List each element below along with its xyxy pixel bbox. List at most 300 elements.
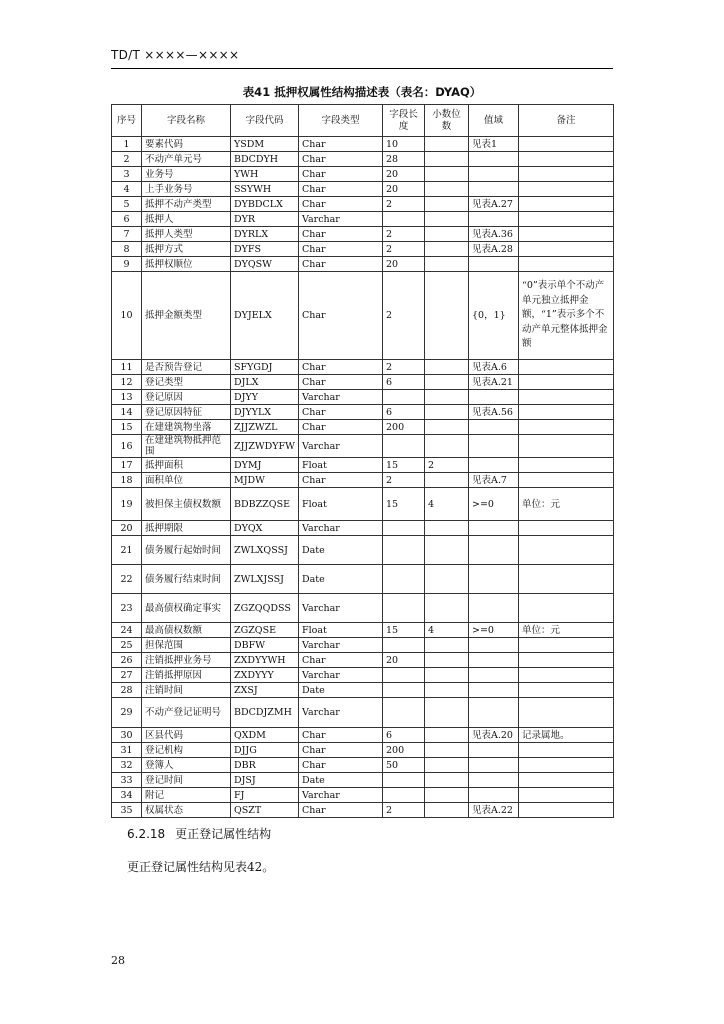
field-name-cell: 登记原因特征 — [142, 405, 231, 420]
field-name-cell: 登记时间 — [142, 773, 231, 788]
field-length-cell: 6 — [383, 375, 425, 390]
field-length-cell: 10 — [383, 137, 425, 152]
table-row — [112, 152, 614, 167]
value-domain-cell — [469, 167, 519, 182]
row-number-cell: 13 — [112, 390, 142, 405]
field-code-cell: ZXDYYY — [231, 668, 299, 683]
value-domain-cell: 见表A.20 — [469, 728, 519, 743]
row-number-cell: 5 — [112, 197, 142, 212]
field-code-cell: DBFW — [231, 638, 299, 653]
decimal-places-cell — [425, 375, 469, 390]
field-type-cell: Char — [299, 758, 383, 773]
field-name-cell: 是否预告登记 — [142, 360, 231, 375]
value-domain-cell: 见表A.21 — [469, 375, 519, 390]
decimal-places-cell — [425, 435, 469, 458]
value-domain-cell — [469, 594, 519, 623]
field-type-cell: Char — [299, 227, 383, 242]
field-length-cell: 20 — [383, 257, 425, 272]
decimal-places-cell — [425, 167, 469, 182]
value-domain-cell — [469, 565, 519, 594]
row-number-cell: 24 — [112, 623, 142, 638]
field-name-cell: 被担保主债权数额 — [142, 488, 231, 521]
value-domain-cell — [469, 638, 519, 653]
field-length-cell: 15 — [383, 458, 425, 473]
field-type-cell: Varchar — [299, 638, 383, 653]
field-code-cell: DJLX — [231, 375, 299, 390]
field-length-cell — [383, 435, 425, 458]
row-number-cell: 18 — [112, 473, 142, 488]
value-domain-cell — [469, 212, 519, 227]
remark-cell — [519, 375, 614, 390]
remark-cell — [519, 242, 614, 257]
field-type-cell: Char — [299, 728, 383, 743]
document-code: TD/T ××××—×××× — [111, 48, 240, 62]
decimal-places-cell — [425, 638, 469, 653]
value-domain-cell: 见表A.22 — [469, 803, 519, 818]
field-type-cell: Char — [299, 803, 383, 818]
field-name-cell: 抵押金额类型 — [142, 272, 231, 360]
field-code-cell: SSYWH — [231, 182, 299, 197]
remark-cell — [519, 420, 614, 435]
row-number-cell: 31 — [112, 743, 142, 758]
field-name-cell: 最高债权确定事实 — [142, 594, 231, 623]
remark-cell — [519, 521, 614, 536]
field-name-cell: 最高债权数额 — [142, 623, 231, 638]
field-name-cell: 在建建筑物坐落 — [142, 420, 231, 435]
decimal-places-cell — [425, 743, 469, 758]
row-number-cell: 29 — [112, 698, 142, 728]
remark-cell — [519, 390, 614, 405]
field-code-cell: ZXDYYWH — [231, 653, 299, 668]
field-name-cell: 附记 — [142, 788, 231, 803]
field-type-cell: Char — [299, 653, 383, 668]
field-name-cell: 在建建筑物抵押范围 — [142, 435, 231, 458]
table-row — [112, 137, 614, 152]
header-rule — [111, 68, 613, 69]
field-length-cell: 6 — [383, 728, 425, 743]
remark-cell — [519, 167, 614, 182]
table-row — [112, 594, 614, 623]
field-name-cell: 登记类型 — [142, 375, 231, 390]
field-length-cell: 2 — [383, 360, 425, 375]
table-row — [112, 565, 614, 594]
field-type-cell: Char — [299, 137, 383, 152]
field-type-cell: Date — [299, 536, 383, 565]
field-length-cell — [383, 594, 425, 623]
field-code-cell: YWH — [231, 167, 299, 182]
table-row — [112, 375, 614, 390]
field-length-cell — [383, 521, 425, 536]
row-number-cell: 10 — [112, 272, 142, 360]
field-name-cell: 担保范围 — [142, 638, 231, 653]
table-row — [112, 728, 614, 743]
field-name-cell: 抵押不动产类型 — [142, 197, 231, 212]
field-code-cell: BDBZZQSE — [231, 488, 299, 521]
field-name-cell: 债务履行起始时间 — [142, 536, 231, 565]
row-number-cell: 32 — [112, 758, 142, 773]
field-length-cell — [383, 668, 425, 683]
field-length-cell: 28 — [383, 152, 425, 167]
remark-cell — [519, 698, 614, 728]
field-code-cell: DJJG — [231, 743, 299, 758]
decimal-places-cell — [425, 390, 469, 405]
remark-cell — [519, 653, 614, 668]
field-name-cell: 面积单位 — [142, 473, 231, 488]
value-domain-cell — [469, 668, 519, 683]
row-number-cell: 19 — [112, 488, 142, 521]
field-type-cell: Char — [299, 152, 383, 167]
value-domain-cell — [469, 521, 519, 536]
column-header: 字段代码 — [231, 105, 299, 137]
row-number-cell: 11 — [112, 360, 142, 375]
table-row — [112, 536, 614, 565]
field-type-cell: Char — [299, 167, 383, 182]
decimal-places-cell — [425, 788, 469, 803]
field-name-cell: 抵押人 — [142, 212, 231, 227]
table-row — [112, 623, 614, 638]
field-type-cell: Varchar — [299, 698, 383, 728]
remark-cell — [519, 182, 614, 197]
value-domain-cell — [469, 182, 519, 197]
field-type-cell: Float — [299, 488, 383, 521]
field-length-cell: 2 — [383, 803, 425, 818]
field-code-cell: ZJJZWDYFW — [231, 435, 299, 458]
table-row — [112, 488, 614, 521]
table-row — [112, 458, 614, 473]
row-number-cell: 35 — [112, 803, 142, 818]
field-code-cell: ZXSJ — [231, 683, 299, 698]
table-row — [112, 803, 614, 818]
decimal-places-cell — [425, 803, 469, 818]
field-length-cell: 20 — [383, 653, 425, 668]
row-number-cell: 25 — [112, 638, 142, 653]
field-length-cell: 2 — [383, 473, 425, 488]
column-header: 备注 — [519, 105, 614, 137]
decimal-places-cell — [425, 773, 469, 788]
field-code-cell: DBR — [231, 758, 299, 773]
field-type-cell: Char — [299, 197, 383, 212]
field-name-cell: 抵押面积 — [142, 458, 231, 473]
decimal-places-cell — [425, 197, 469, 212]
value-domain-cell — [469, 390, 519, 405]
row-number-cell: 23 — [112, 594, 142, 623]
remark-cell — [519, 758, 614, 773]
table-row — [112, 212, 614, 227]
table-row — [112, 272, 614, 360]
remark-cell — [519, 536, 614, 565]
row-number-cell: 6 — [112, 212, 142, 227]
remark-cell — [519, 565, 614, 594]
value-domain-cell: 见表A.56 — [469, 405, 519, 420]
value-domain-cell: 见表A.27 — [469, 197, 519, 212]
remark-cell: 记录属地。 — [519, 728, 614, 743]
column-header: 字段名称 — [142, 105, 231, 137]
decimal-places-cell — [425, 227, 469, 242]
field-name-cell: 业务号 — [142, 167, 231, 182]
value-domain-cell — [469, 743, 519, 758]
field-code-cell: DYFS — [231, 242, 299, 257]
value-domain-cell — [469, 788, 519, 803]
field-type-cell: Char — [299, 182, 383, 197]
section-title: 更正登记属性结构 — [175, 827, 272, 841]
table-row — [112, 653, 614, 668]
table-row — [112, 182, 614, 197]
field-type-cell: Date — [299, 773, 383, 788]
table-row — [112, 758, 614, 773]
field-length-cell: 200 — [383, 420, 425, 435]
field-type-cell: Varchar — [299, 212, 383, 227]
decimal-places-cell — [425, 536, 469, 565]
field-type-cell: Float — [299, 458, 383, 473]
value-domain-cell: 见表A.6 — [469, 360, 519, 375]
value-domain-cell — [469, 435, 519, 458]
row-number-cell: 16 — [112, 435, 142, 458]
remark-cell — [519, 435, 614, 458]
field-name-cell: 不动产登记证明号 — [142, 698, 231, 728]
remark-cell — [519, 212, 614, 227]
field-code-cell: MJDW — [231, 473, 299, 488]
field-code-cell: DYRLX — [231, 227, 299, 242]
value-domain-cell — [469, 698, 519, 728]
field-code-cell: DYQX — [231, 521, 299, 536]
field-code-cell: DYJELX — [231, 272, 299, 360]
field-type-cell: Char — [299, 743, 383, 758]
row-number-cell: 22 — [112, 565, 142, 594]
row-number-cell: 15 — [112, 420, 142, 435]
field-length-cell: 2 — [383, 272, 425, 360]
field-type-cell: Varchar — [299, 788, 383, 803]
value-domain-cell: 见表1 — [469, 137, 519, 152]
row-number-cell: 12 — [112, 375, 142, 390]
value-domain-cell — [469, 458, 519, 473]
row-number-cell: 27 — [112, 668, 142, 683]
field-type-cell: Varchar — [299, 435, 383, 458]
field-length-cell: 2 — [383, 242, 425, 257]
field-code-cell: DJYYLX — [231, 405, 299, 420]
table-row — [112, 521, 614, 536]
remark-cell — [519, 227, 614, 242]
decimal-places-cell — [425, 565, 469, 594]
row-number-cell: 3 — [112, 167, 142, 182]
remark-cell — [519, 803, 614, 818]
table-row — [112, 227, 614, 242]
field-length-cell: 200 — [383, 743, 425, 758]
table-row — [112, 473, 614, 488]
remark-cell — [519, 788, 614, 803]
field-name-cell: 债务履行结束时间 — [142, 565, 231, 594]
field-code-cell: QXDM — [231, 728, 299, 743]
row-number-cell: 1 — [112, 137, 142, 152]
decimal-places-cell — [425, 683, 469, 698]
field-code-cell: DYQSW — [231, 257, 299, 272]
value-domain-cell — [469, 152, 519, 167]
table-row — [112, 390, 614, 405]
table-row — [112, 683, 614, 698]
field-length-cell: 15 — [383, 488, 425, 521]
field-name-cell: 不动产单元号 — [142, 152, 231, 167]
field-name-cell: 区县代码 — [142, 728, 231, 743]
table-row — [112, 435, 614, 458]
field-length-cell: 20 — [383, 182, 425, 197]
value-domain-cell — [469, 653, 519, 668]
field-code-cell: DJYY — [231, 390, 299, 405]
row-number-cell: 30 — [112, 728, 142, 743]
field-type-cell: Char — [299, 272, 383, 360]
field-name-cell: 抵押权顺位 — [142, 257, 231, 272]
row-number-cell: 8 — [112, 242, 142, 257]
value-domain-cell — [469, 536, 519, 565]
row-number-cell: 26 — [112, 653, 142, 668]
remark-cell — [519, 458, 614, 473]
decimal-places-cell: 2 — [425, 458, 469, 473]
field-name-cell: 权属状态 — [142, 803, 231, 818]
field-length-cell — [383, 212, 425, 227]
field-length-cell: 2 — [383, 197, 425, 212]
field-length-cell — [383, 536, 425, 565]
table-row — [112, 743, 614, 758]
field-type-cell: Char — [299, 405, 383, 420]
decimal-places-cell — [425, 473, 469, 488]
column-header: 字段长度 — [383, 105, 425, 137]
field-type-cell: Char — [299, 257, 383, 272]
remark-cell — [519, 743, 614, 758]
table-row — [112, 257, 614, 272]
remark-cell — [519, 683, 614, 698]
value-domain-cell — [469, 773, 519, 788]
field-code-cell: DYR — [231, 212, 299, 227]
field-name-cell: 抵押方式 — [142, 242, 231, 257]
decimal-places-cell — [425, 272, 469, 360]
decimal-places-cell — [425, 653, 469, 668]
field-length-cell — [383, 565, 425, 594]
page-number: 28 — [111, 954, 125, 967]
row-number-cell: 9 — [112, 257, 142, 272]
table-row — [112, 197, 614, 212]
field-code-cell: ZGZQQDSS — [231, 594, 299, 623]
section-heading — [127, 825, 271, 842]
field-code-cell: ZJJZWZL — [231, 420, 299, 435]
field-length-cell: 2 — [383, 227, 425, 242]
field-length-cell — [383, 788, 425, 803]
field-name-cell: 要素代码 — [142, 137, 231, 152]
field-code-cell: DJSJ — [231, 773, 299, 788]
remark-cell: 单位：元 — [519, 488, 614, 521]
field-code-cell: SFYGDJ — [231, 360, 299, 375]
field-name-cell: 抵押人类型 — [142, 227, 231, 242]
field-name-cell: 登簿人 — [142, 758, 231, 773]
table-row — [112, 405, 614, 420]
remark-cell — [519, 405, 614, 420]
value-domain-cell: >=0 — [469, 623, 519, 638]
decimal-places-cell: 4 — [425, 623, 469, 638]
remark-cell — [519, 152, 614, 167]
field-length-cell — [383, 390, 425, 405]
field-type-cell: Float — [299, 623, 383, 638]
field-length-cell: 20 — [383, 167, 425, 182]
table-row — [112, 698, 614, 728]
decimal-places-cell — [425, 182, 469, 197]
attribute-table — [111, 104, 614, 818]
table-row — [112, 668, 614, 683]
field-code-cell: ZWLXJSSJ — [231, 565, 299, 594]
remark-cell — [519, 197, 614, 212]
remark-cell — [519, 137, 614, 152]
remark-cell — [519, 638, 614, 653]
decimal-places-cell — [425, 594, 469, 623]
field-code-cell: ZGZQSE — [231, 623, 299, 638]
field-name-cell: 登记机构 — [142, 743, 231, 758]
column-header: 小数位数 — [425, 105, 469, 137]
value-domain-cell: >=0 — [469, 488, 519, 521]
table-row — [112, 788, 614, 803]
decimal-places-cell — [425, 668, 469, 683]
decimal-places-cell — [425, 212, 469, 227]
remark-cell — [519, 257, 614, 272]
field-code-cell: DYBDCLX — [231, 197, 299, 212]
decimal-places-cell — [425, 698, 469, 728]
table-body — [112, 137, 614, 818]
row-number-cell: 17 — [112, 458, 142, 473]
decimal-places-cell — [425, 360, 469, 375]
value-domain-cell — [469, 257, 519, 272]
row-number-cell: 21 — [112, 536, 142, 565]
column-header: 值域 — [469, 105, 519, 137]
field-length-cell — [383, 638, 425, 653]
field-type-cell: Varchar — [299, 668, 383, 683]
remark-cell: 单位：元 — [519, 623, 614, 638]
field-name-cell: 抵押期限 — [142, 521, 231, 536]
remark-cell: “0”表示单个不动产单元独立抵押金额，“1”表示多个不动产单元整体抵押金额 — [519, 272, 614, 360]
table-row — [112, 242, 614, 257]
value-domain-cell: 见表A.36 — [469, 227, 519, 242]
table-row — [112, 167, 614, 182]
field-type-cell: Date — [299, 683, 383, 698]
field-code-cell: QSZT — [231, 803, 299, 818]
field-type-cell: Char — [299, 375, 383, 390]
value-domain-cell: 见表A.7 — [469, 473, 519, 488]
row-number-cell: 33 — [112, 773, 142, 788]
field-name-cell: 注销抵押原因 — [142, 668, 231, 683]
row-number-cell: 28 — [112, 683, 142, 698]
field-length-cell — [383, 698, 425, 728]
field-type-cell: Varchar — [299, 390, 383, 405]
table-header-row — [112, 105, 614, 137]
decimal-places-cell — [425, 242, 469, 257]
remark-cell — [519, 668, 614, 683]
field-code-cell: ZWLXQSSJ — [231, 536, 299, 565]
table-caption: 表41 抵押权属性结构描述表（表名：DYAQ） — [242, 85, 482, 99]
field-name-cell: 注销时间 — [142, 683, 231, 698]
field-length-cell: 15 — [383, 623, 425, 638]
decimal-places-cell: 4 — [425, 488, 469, 521]
value-domain-cell — [469, 420, 519, 435]
value-domain-cell: 见表A.28 — [469, 242, 519, 257]
column-header: 序号 — [112, 105, 142, 137]
table-row — [112, 773, 614, 788]
field-type-cell: Varchar — [299, 521, 383, 536]
field-type-cell: Varchar — [299, 594, 383, 623]
decimal-places-cell — [425, 257, 469, 272]
row-number-cell: 14 — [112, 405, 142, 420]
field-name-cell: 上手业务号 — [142, 182, 231, 197]
field-type-cell: Char — [299, 473, 383, 488]
decimal-places-cell — [425, 405, 469, 420]
field-code-cell: DYMJ — [231, 458, 299, 473]
row-number-cell: 7 — [112, 227, 142, 242]
remark-cell — [519, 360, 614, 375]
field-code-cell: FJ — [231, 788, 299, 803]
column-header: 字段类型 — [299, 105, 383, 137]
